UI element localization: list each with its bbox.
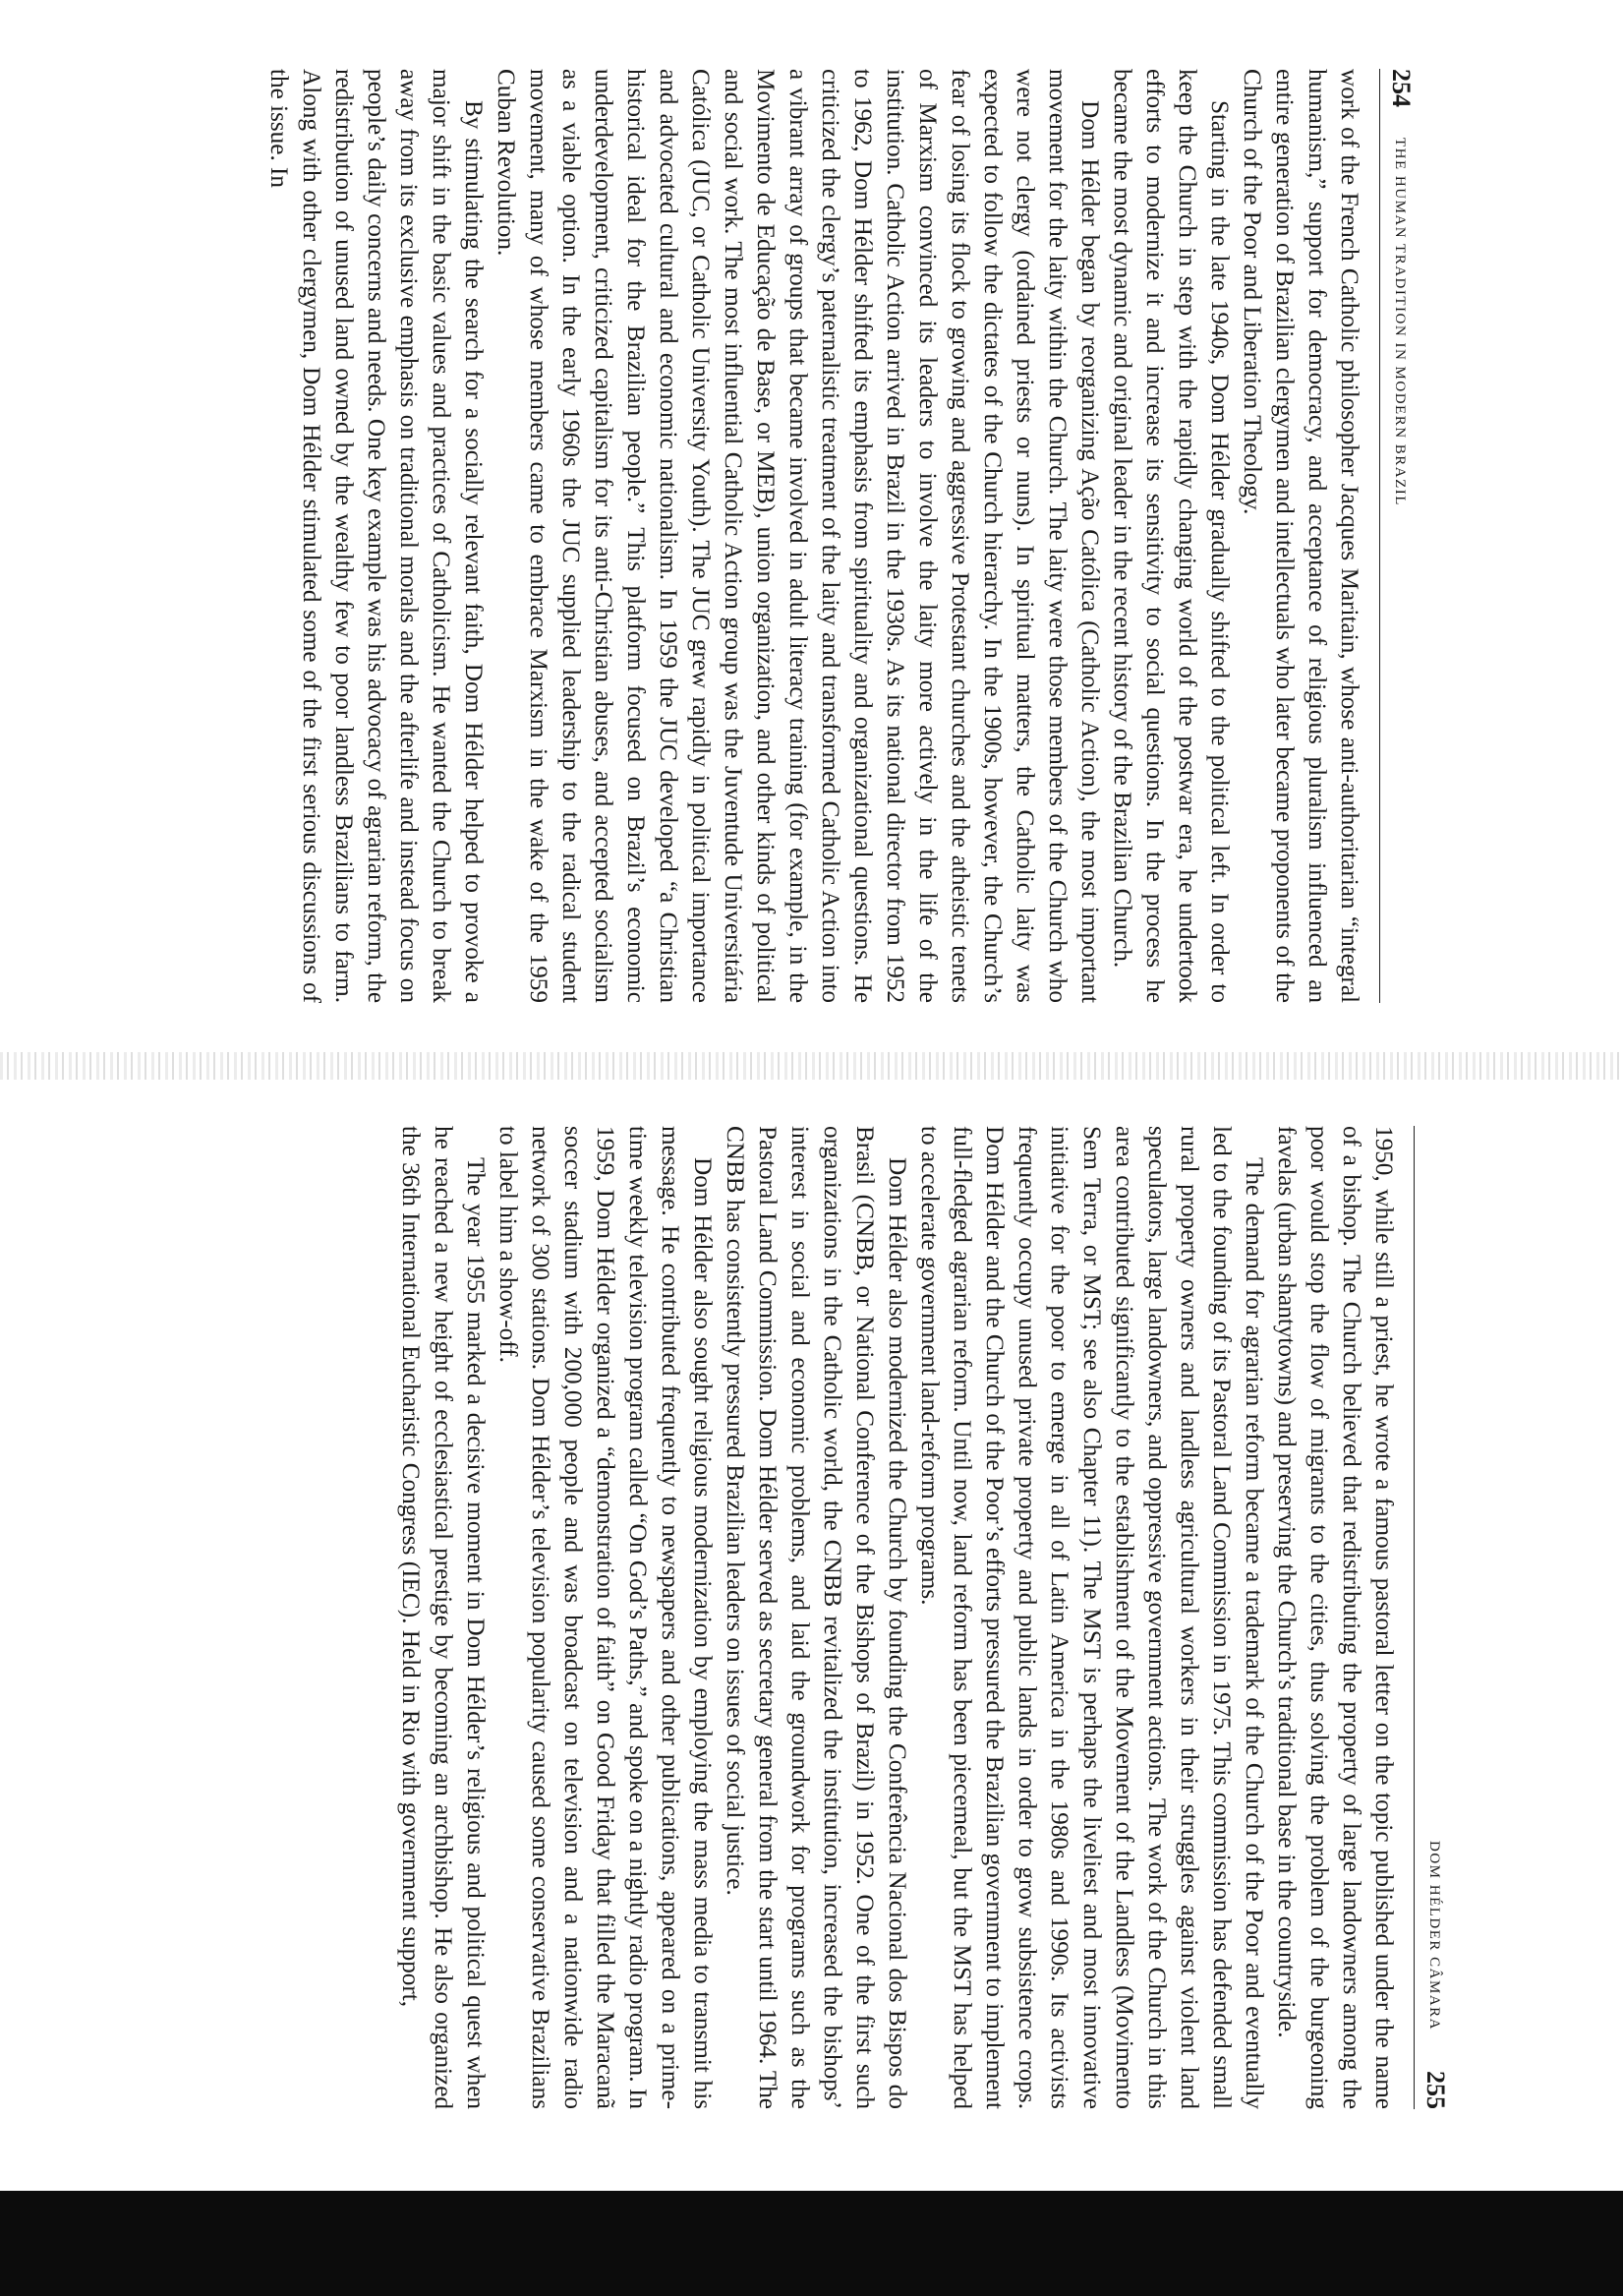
page-number: 255 [1421, 2071, 1450, 2109]
book-gutter-seam [0, 1052, 1623, 1080]
right-page [369, 1126, 1450, 2109]
body-text [394, 1126, 1400, 2109]
paragraph: Dom Hélder also sought religious modernization by employing the mass media to transmit his message. He contributed frequently to newspapers and other publications, appeared on a prime-time weekly television program called “On God’s Paths,” and spoke on a nightly radio program. In 1959, Dom Hélder organized a “demonstration of faith” on Good Friday that filled the Maracanã soccer stadium with 200,000 people and was broadcast on television and a nationwide radio network of 300 stations. Dom Hélder’s television popularity caused some conservative Brazilians to label him a show-off. [494, 1126, 716, 2109]
paragraph: Dom Hélder began by reorganizing Ação Católica (Catholic Action), the most important movement for the laity within the Church. The laity were those members of the Church who were not clergy (ordained priests or nuns). In spiritual matters, the Catholic laity was expected to follow the dictates of the Church hierarchy. In the 1900s, however, the Church’s fear of losing its flock to growing and aggressive Protestant churches and the atheistic tenets of Marxism convinced its leaders to involve the laity more actively in the life of the institution. Catholic Action arrived in Brazil in the 1930s. As its national director from 1952 to 1962, Dom Hélder shifted its emphasis from spirituality and organizational questions. He criticized the clergy’s paternalistic treatment of the laity and transformed Catholic Action into a vibrant array of groups that became involved in adult literacy training (for example, in the Movimento de Educação de Base, or MEB), union organization, and other kinds of political and social work. The most influential Catholic Action group was the Juventude Universitária Católica (JUC, or Catholic University Youth). The JUC grew rapidly in political importance and advocated cultural and economic nationalism. In 1959 the JUC developed “a Christian historical ideal for the Brazilian people.” This platform focused on Brazil’s economic underdevelopment, criticized capitalism for its anti-Christian abuses, and accepted socialism as a viable option. In the early 1960s the JUC supplied leadership to the radical student movement, many of whose members came to embrace Marxism in the wake of the 1959 Cuban Revolution. [493, 69, 1103, 1003]
paragraph: Dom Hélder also modernized the Church by founding the Conferência Nacional dos Bispos do Brasil (CNBB, or National Conference of the Bishops of Brazil) in 1952. One of the first such organizations in the Catholic world, the CNBB revitalized the institution, increased the bishops’ interest in social and economic problems, and laid the groundwork for programs such as the Pastoral Land Commission. Dom Hélder served as secretary general from the start until 1964. The CNBB has consistently pressured Brazilian leaders on issues of social justice. [722, 1126, 910, 2109]
paragraph: The year 1955 marked a decisive moment in Dom Hélder’s religious and political quest when he reached a new height of ecclesiastical prestige by becoming an archbishop. He also organized the 36th International Eucharistic Congress (IEC). Held in Rio with government support, [397, 1126, 489, 2109]
body-text [262, 69, 1365, 1003]
running-head [1379, 69, 1416, 1003]
paragraph: The demand for agrarian reform became a trademark of the Church of the Poor and eventually led to the founding of its Pastoral Land Commission in 1975. This commission has defended small rural property owners and landless agricultural workers in their struggles against violent land speculators, large landowners, and oppressive government actions. The work of the Church in this area contributed significantly to the establishment of the Movement of the Landless (Movimento Sem Terra, or MST; see also Chapter 11). The MST is perhaps the liveliest and most innovative initiative for the poor to emerge in all of Latin America in the 1980s and 1990s. Its activists frequently occupy unused private property and public lands in order to grow subsistence crops. Dom Hélder and the Church of the Poor’s efforts pressured the Brazilian government to implement full-fledged agrarian reform. Until now, land reform has been piecemeal, but the MST has helped to accelerate government land-reform programs. [916, 1126, 1267, 2109]
paragraph: By stimulating the search for a socially relevant faith, Dom Hélder helped to provoke a major shift in the basic values and practices of Catholicism. He wanted the Church to break away from its exclusive emphasis on traditional morals and the afterlife and instead focus on people’s daily concerns and needs. One key example was his advocacy of agrarian reform, the redistribution of unused land owned by the wealthy few to poor landless Brazilians to farm. Along with other clergymen, Dom Hélder stimulated some of the first serious discussions of the issue. In [265, 69, 487, 1003]
paragraph: Starting in the late 1940s, Dom Hélder gradually shifted to the political left. In order to keep the Church in step with the rapidly changing world of the postwar era, he undertook efforts to modernize it and increase its sensitivity to social questions. In the process he became the most dynamic and original leader in the recent history of the Brazilian Church. [1109, 69, 1233, 1003]
left-page [265, 69, 1416, 1003]
running-head-title: THE HUMAN TRADITION IN MODERN BRAZIL [1392, 138, 1408, 506]
paragraph: 1950, while still a priest, he wrote a famous pastoral letter on the topic published under the name of a bishop. The Church believed that redistributing the property of large landowners among the poor would stop the flow of migrants to the cities, thus solving the problem of the burgeoning favelas (urban shantytowns) and preserving the Church’s traditional base in the countryside. [1273, 1126, 1397, 2109]
running-head [1414, 1126, 1450, 2109]
paragraph: work of the French Catholic philosopher Jacques Maritain, whose anti-authoritarian “integral humanism,” support for democracy, and acceptance of religious pluralism influenced an entire generation of Brazilian clergymen and intellectuals who later became proponents of the Church of the Poor and Liberation Theology. [1239, 69, 1362, 1003]
running-head-title: DOM HÉLDER CÂMARA [1426, 1840, 1442, 2031]
page-number: 254 [1387, 69, 1416, 107]
scan-edge-shadow [0, 2191, 1623, 2296]
